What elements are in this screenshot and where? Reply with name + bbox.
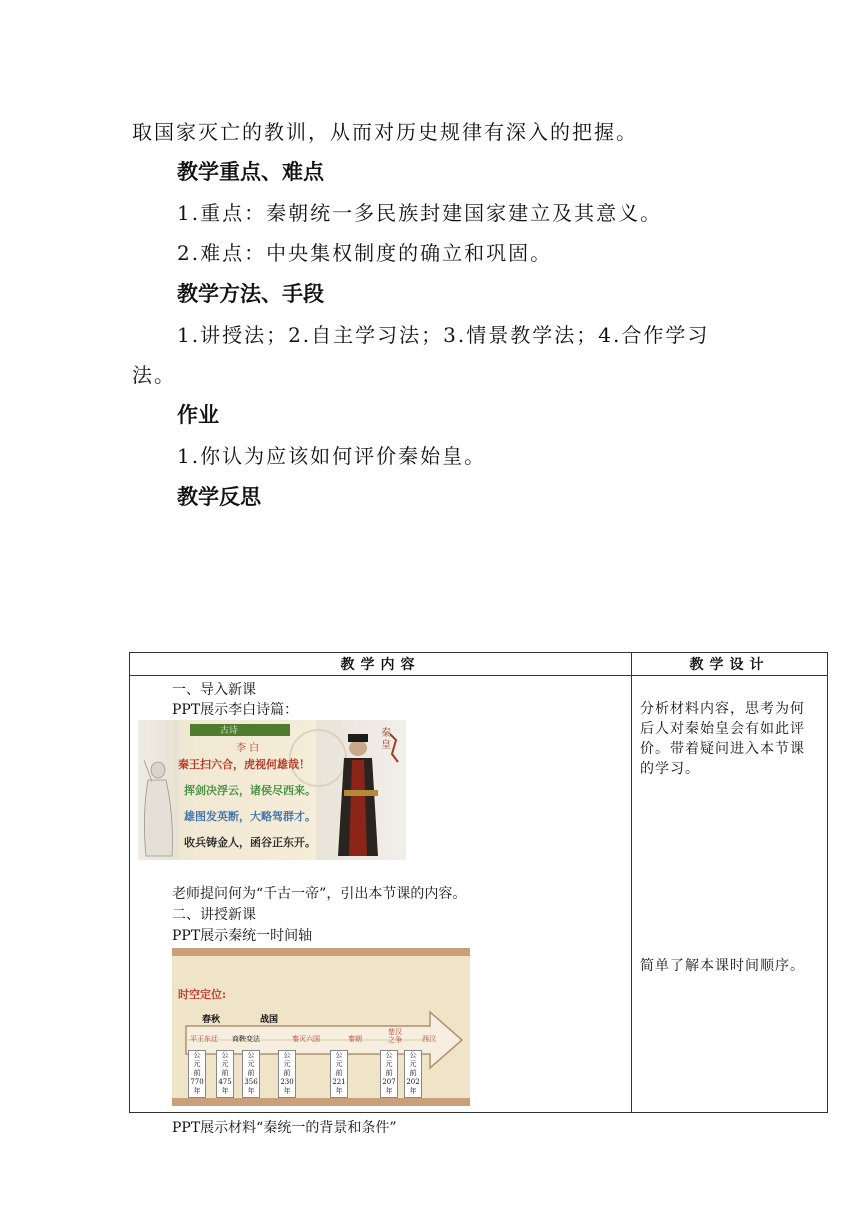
poem-title-vertical: 秦皇: [381, 728, 391, 751]
event-qin-conquest: 秦灭六国: [292, 1035, 320, 1043]
event-pingwang: 平王东迁: [190, 1035, 218, 1043]
body-line-2: 1.重点：秦朝统一多民族封建国家建立及其意义。: [177, 201, 663, 225]
body-line-5: 法。: [132, 363, 176, 387]
design-note-1: 分析材料内容，思考为何后人对秦始皇会有如此评价。带着疑问进入本节课的学习。: [640, 701, 805, 777]
content-cell: [130, 676, 631, 1136]
event-chu-han: 楚汉之争: [388, 1028, 402, 1044]
li-bai-poem-image: [138, 720, 406, 860]
date-box: 公 元 前 202 年: [404, 1050, 422, 1098]
section-intro: 一、导入新课: [172, 682, 256, 698]
date-box: 公 元 前 221 年: [330, 1050, 348, 1098]
event-shangyang: 商鞅变法: [232, 1035, 260, 1043]
date-box: 公 元 前 230 年: [278, 1050, 296, 1098]
date-box: 公 元 前 207 年: [380, 1050, 398, 1098]
design-note-2: 简单了解本课时间顺序。: [640, 958, 805, 974]
poem-line-1: 秦王扫六合，虎视何雄哉！: [178, 758, 310, 771]
body-line-4: 1.讲授法；2.自主学习法；3.情景教学法；4.合作学习: [177, 323, 710, 347]
ppt-timeline-label: PPT展示秦统一时间轴: [172, 928, 313, 944]
qin-timeline-image: [172, 948, 470, 1106]
body-line-3: 2.难点：中央集权制度的确立和巩固。: [177, 241, 553, 265]
poem-author: 李 白: [236, 743, 260, 754]
heading-key-points: 教学重点、难点: [177, 160, 324, 184]
section-teach: 二、讲授新课: [172, 907, 256, 923]
date-box: 公 元 前 770 年: [188, 1050, 206, 1098]
heading-reflection: 教学反思: [177, 485, 261, 509]
col-header-design: 教学设计: [632, 653, 828, 676]
heading-homework: 作业: [177, 403, 219, 427]
design-cell: [632, 676, 827, 1112]
col-header-content: 教学内容: [130, 653, 632, 676]
date-box: 公 元 前 475 年: [216, 1050, 234, 1098]
poem-line-3: 雄图发英断，大略驾群才。: [184, 810, 316, 823]
body-line-6: 1.你认为应该如何评价秦始皇。: [177, 444, 487, 468]
event-western-han: 西汉: [422, 1035, 436, 1043]
poem-banner: 古诗: [220, 726, 239, 736]
poem-line-4: 收兵铸金人，函谷正东开。: [184, 836, 316, 849]
period-spring-autumn: 春秋: [202, 1015, 221, 1025]
lesson-table: [129, 652, 828, 1136]
timeline-title: 时空定位:: [178, 988, 227, 1001]
body-line-1: 取国家灭亡的教训，从而对历史规律有深入的把握。: [132, 120, 638, 144]
date-box: 公 元 前 356 年: [242, 1050, 260, 1098]
teacher-question: 老师提问何为“千古一帝”，引出本节课的内容。: [172, 886, 467, 902]
ppt-poem-label: PPT展示李白诗篇：: [172, 702, 299, 718]
period-warring-states: 战国: [260, 1015, 279, 1025]
ppt-material-label: PPT展示材料“秦统一的背景和条件”: [172, 1120, 397, 1136]
event-qin-dynasty: 秦朝: [348, 1035, 362, 1043]
poem-line-2: 挥剑决浮云，诸侯尽西来。: [184, 784, 316, 797]
heading-methods: 教学方法、手段: [177, 282, 324, 306]
